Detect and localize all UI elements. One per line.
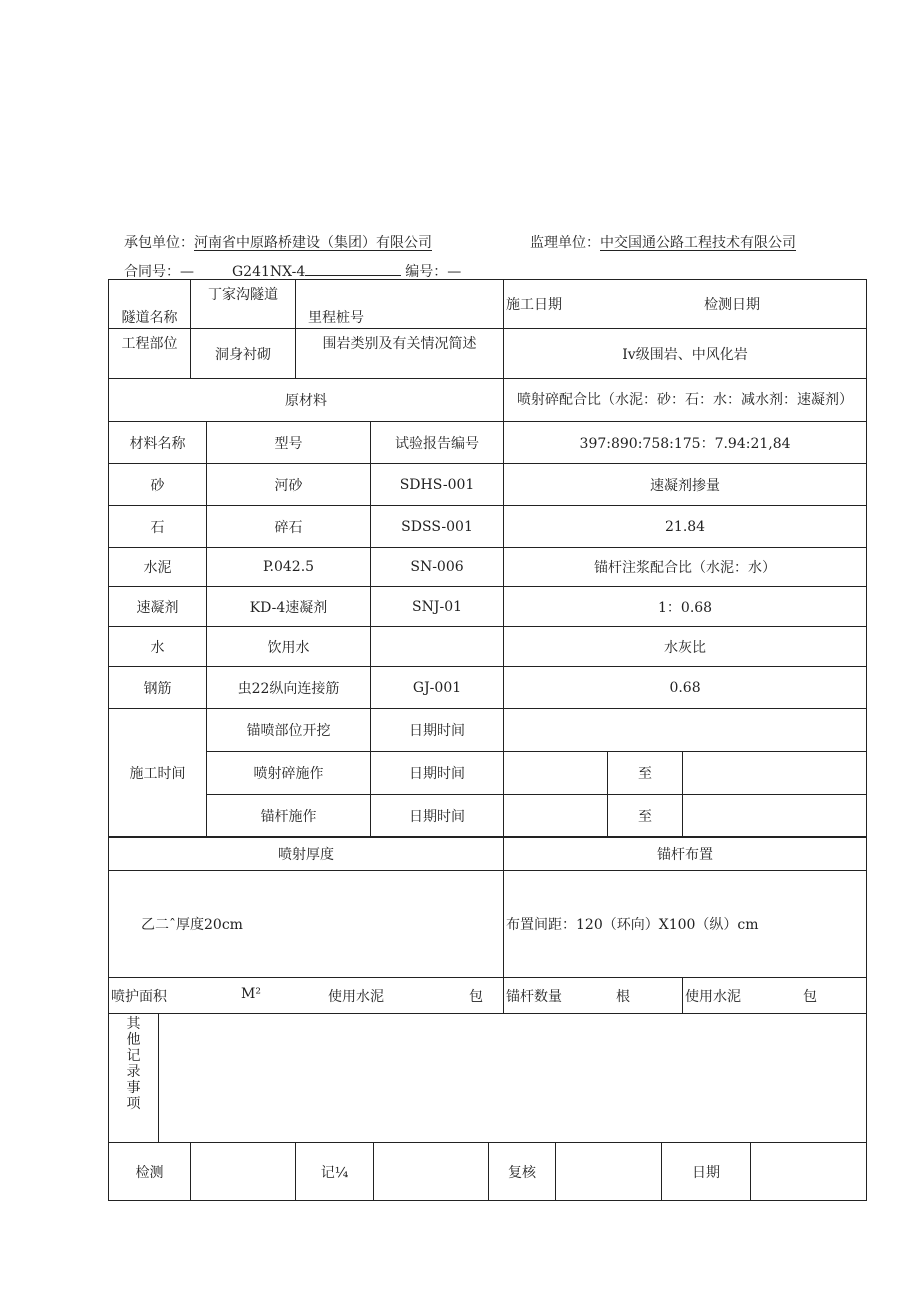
supervisor-line	[530, 232, 796, 252]
area-unit: M²	[241, 985, 261, 1002]
bolt-value: 布置间距：120（环向）X100（纵）cm	[504, 871, 867, 978]
contract-line	[124, 261, 461, 281]
inspection-date-label: 检测日期	[704, 297, 760, 313]
record-value[interactable]	[374, 1143, 489, 1201]
cement-label: 使用水泥	[328, 988, 384, 1005]
time-item: 喷射碎施作	[207, 752, 371, 795]
other-char: 事	[126, 1080, 141, 1096]
time-item: 锚喷部位开挖	[207, 709, 371, 752]
time-from[interactable]	[504, 795, 608, 838]
material-name: 钢筋	[109, 667, 207, 709]
time-field: 日期时间	[371, 752, 504, 795]
other-char: 其	[126, 1016, 141, 1032]
inspect-value[interactable]	[191, 1143, 296, 1201]
supervisor-label: 监理单位：	[530, 235, 600, 251]
other-label	[109, 1014, 159, 1143]
rock-label: 围岩类别及有关情况简述	[296, 329, 504, 379]
tunnel-name-label: 隧道名称	[109, 280, 191, 329]
contract-label: 合同号：	[124, 264, 180, 280]
bolt-unit: 根	[616, 988, 630, 1005]
number-label: 编号：	[405, 264, 448, 280]
material-model: P.042.5	[207, 548, 371, 587]
mix-title: 喷射碎配合比（水泥：砂：石：水：减水剂：速凝剂）	[504, 379, 867, 422]
contract-dash: —	[180, 264, 194, 280]
material-right: 21.84	[504, 506, 867, 548]
material-model: 饮用水	[207, 627, 371, 667]
contractor-value: 河南省中原路桥建设（集团）有限公司	[194, 235, 432, 251]
construction-time-label: 施工时间	[109, 709, 207, 838]
col-material-name: 材料名称	[109, 422, 207, 464]
info-table	[108, 279, 867, 379]
material-right: 锚杆注浆配合比（水泥：水）	[504, 548, 867, 587]
material-name: 水泥	[109, 548, 207, 587]
col-report: 试验报告编号	[371, 422, 504, 464]
contract-value: G241NX-4	[232, 264, 306, 280]
area-cell	[109, 978, 504, 1014]
bag-unit-2: 包	[803, 988, 817, 1005]
mileage-label: 里程桩号	[296, 280, 504, 329]
materials-table	[108, 378, 867, 838]
cement-label-2: 使用水泥	[685, 988, 741, 1005]
supervisor-value: 中交国通公路工程技术有限公司	[600, 235, 796, 251]
time-to-label: 至	[608, 795, 683, 838]
other-content[interactable]	[159, 1014, 867, 1143]
col-model: 型号	[207, 422, 371, 464]
material-report: GJ-001	[371, 667, 504, 709]
material-model: 虫22纵向连接筋	[207, 667, 371, 709]
review-value[interactable]	[556, 1143, 662, 1201]
material-name: 砂	[109, 464, 207, 506]
material-right: 速凝剂掺量	[504, 464, 867, 506]
material-name: 石	[109, 506, 207, 548]
other-table	[108, 1013, 867, 1143]
inspect-label: 检测	[109, 1143, 191, 1201]
part-label: 工程部位	[109, 329, 191, 379]
time-to[interactable]	[683, 752, 867, 795]
table-row	[109, 627, 867, 667]
cement2-cell	[683, 978, 867, 1014]
material-report: SN-006	[371, 548, 504, 587]
other-char: 他	[126, 1032, 141, 1048]
time-to[interactable]	[683, 795, 867, 838]
footer-table	[108, 1142, 867, 1201]
thickness-title: 喷射厚度	[109, 837, 504, 871]
thickness-value: 乙二ˆ厚度20cm	[109, 871, 504, 978]
table-row	[109, 548, 867, 587]
material-model: 河砂	[207, 464, 371, 506]
construction-date-label: 施工日期	[506, 297, 562, 313]
material-model: KD-4速凝剂	[207, 587, 371, 627]
material-right: 1：0.68	[504, 587, 867, 627]
spray-table	[108, 836, 867, 1014]
bolt-title: 锚杆布置	[504, 837, 867, 871]
contract-underline	[305, 261, 401, 276]
bag-unit: 包	[469, 988, 483, 1005]
materials-title: 原材料	[109, 379, 504, 422]
area-label: 喷护面积	[111, 988, 167, 1005]
material-model: 碎石	[207, 506, 371, 548]
rock-value: Iv级围岩、中风化岩	[504, 329, 867, 379]
date-cell	[504, 280, 867, 329]
other-char: 录	[126, 1064, 141, 1080]
contractor-line	[124, 232, 432, 252]
material-report: SDSS-001	[371, 506, 504, 548]
bolt-count-label: 锚杆数量	[506, 988, 562, 1005]
bolt-count-cell	[504, 978, 683, 1014]
table-row	[109, 506, 867, 548]
other-char: 项	[126, 1096, 141, 1112]
material-report: SDHS-001	[371, 464, 504, 506]
date-value[interactable]	[751, 1143, 867, 1201]
table-row	[109, 464, 867, 506]
material-report	[371, 627, 504, 667]
table-row	[109, 667, 867, 709]
material-right: 0.68	[504, 667, 867, 709]
table-row	[109, 587, 867, 627]
material-report: SNJ-01	[371, 587, 504, 627]
time-item: 锚杆施作	[207, 795, 371, 838]
review-label: 复核	[489, 1143, 556, 1201]
mix-value: 397:890:758:175：7.94:21,84	[504, 422, 867, 464]
other-char: 记	[126, 1048, 141, 1064]
time-from[interactable]	[504, 752, 608, 795]
part-value: 洞身衬砌	[191, 329, 296, 379]
record-label: 记¼	[296, 1143, 374, 1201]
material-name: 水	[109, 627, 207, 667]
time-value[interactable]	[504, 709, 867, 752]
time-to-label: 至	[608, 752, 683, 795]
date-label: 日期	[662, 1143, 751, 1201]
contractor-label: 承包单位：	[124, 235, 194, 251]
tunnel-name-value: 丁家沟隧道	[191, 280, 296, 329]
time-field: 日期时间	[371, 709, 504, 752]
time-field: 日期时间	[371, 795, 504, 838]
material-right: 水灰比	[504, 627, 867, 667]
material-name: 速凝剂	[109, 587, 207, 627]
number-dash: —	[447, 264, 462, 280]
